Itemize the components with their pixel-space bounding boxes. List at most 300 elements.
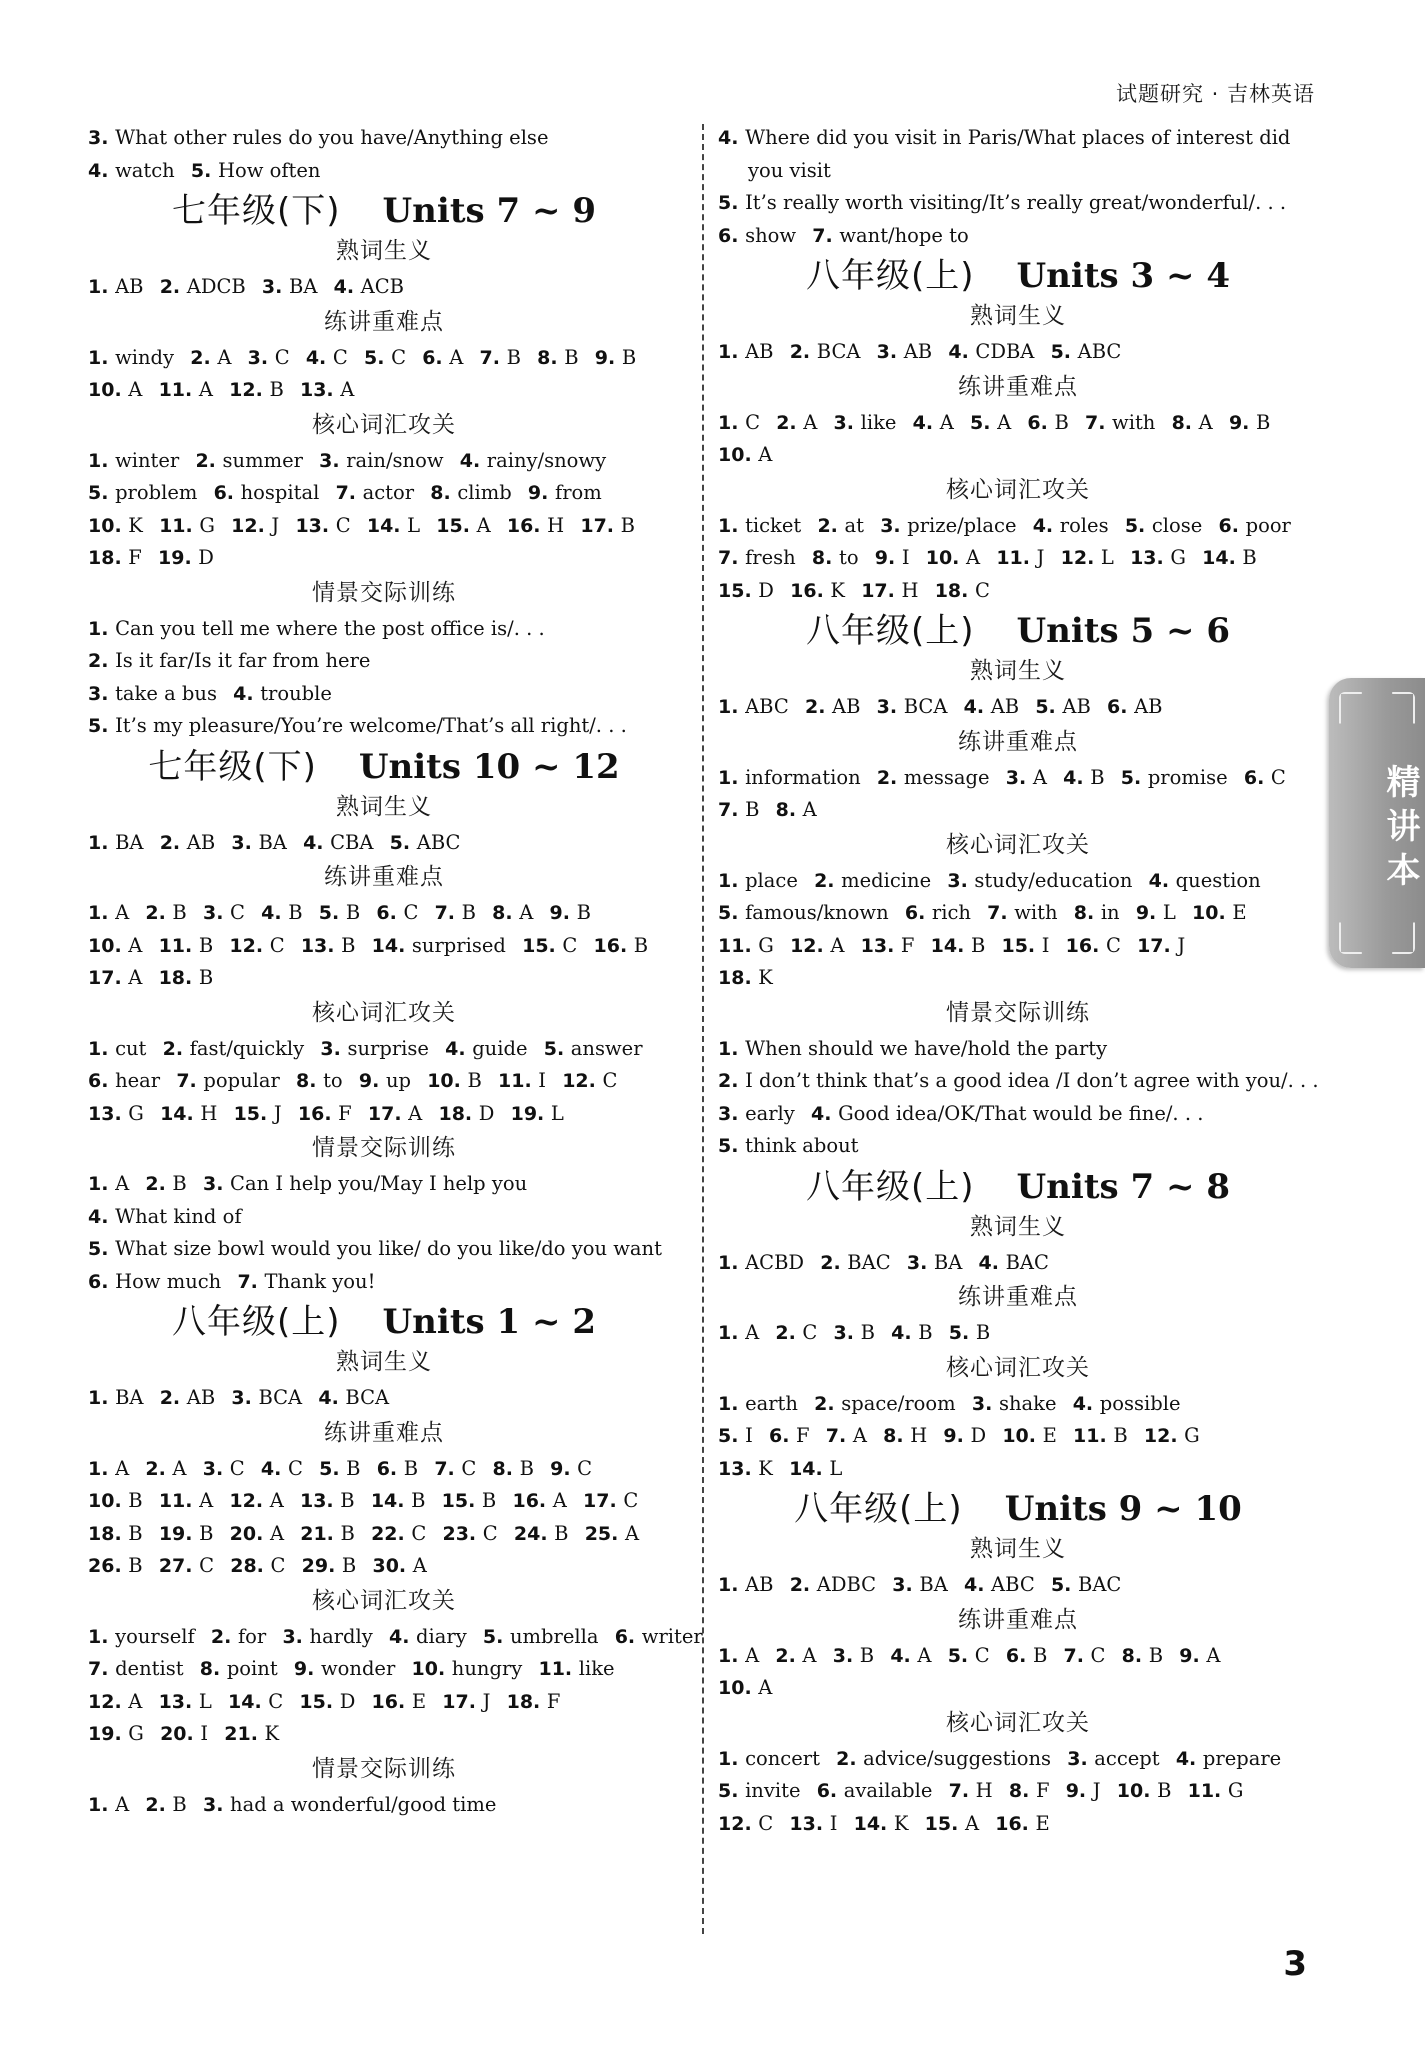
item-number: 3. — [876, 696, 904, 718]
item-answer: G — [128, 1101, 144, 1125]
item-answer: B — [461, 901, 476, 924]
item-number: 8. — [883, 1425, 911, 1447]
item-number: 2. — [776, 411, 804, 434]
item-answer: B — [128, 1489, 143, 1512]
item-number: 6. — [88, 1270, 116, 1293]
section-heading: 熟词生义 — [970, 303, 1066, 329]
item-answer: earth — [745, 1391, 798, 1415]
item-answer: G — [1170, 546, 1186, 569]
item-number: 1. — [88, 902, 116, 924]
answer-line — [88, 122, 680, 155]
item-number: 14. — [789, 1457, 830, 1480]
item-number: 13. — [88, 1102, 129, 1125]
item-answer: yourself — [115, 1624, 195, 1648]
item-number: 5. — [1050, 1574, 1079, 1596]
item-answer: watch — [115, 158, 175, 182]
item-answer: C — [269, 933, 285, 957]
item-number: 13. — [1130, 547, 1171, 569]
item-answer: A — [552, 1489, 567, 1512]
item-answer: B — [172, 1792, 187, 1816]
answer-column-left — [88, 122, 703, 1821]
item-answer: C — [802, 1321, 818, 1344]
item-number: 2. — [159, 831, 187, 854]
item-number: 7. — [434, 902, 462, 924]
item-number: 12. — [88, 1690, 129, 1713]
item-number: 1. — [88, 1625, 116, 1648]
item-answer: A — [758, 443, 773, 466]
answer-line — [718, 1065, 1318, 1098]
item-answer: A — [217, 345, 232, 369]
item-answer: prize/place — [907, 513, 1017, 537]
item-number: 4. — [260, 1457, 288, 1480]
item-answer: question — [1175, 868, 1261, 892]
item-answer: D — [478, 1101, 495, 1125]
item-number: 5. — [970, 411, 998, 434]
item-number: 5. — [190, 159, 218, 182]
item-answer: F — [796, 1424, 810, 1447]
item-number: 12. — [229, 379, 270, 401]
item-answer: windy — [115, 345, 175, 369]
item-answer: B — [172, 1172, 187, 1195]
item-answer: AB — [1134, 695, 1163, 718]
item-answer: I — [200, 1722, 209, 1745]
item-number: 3. — [202, 1173, 231, 1195]
section-heading: 情景交际训练 — [312, 579, 456, 606]
item-answer: C — [199, 1554, 215, 1577]
item-number: 7. — [718, 547, 746, 569]
section-heading: 核心词汇攻关 — [946, 1709, 1090, 1736]
section-heading: 核心词汇攻关 — [312, 999, 456, 1026]
item-number: 2. — [789, 1574, 817, 1596]
section-heading: 练讲重难点 — [958, 1606, 1078, 1633]
item-number: 13. — [718, 1457, 759, 1480]
item-number: 12. — [229, 934, 270, 957]
item-number: 4. — [912, 411, 940, 434]
item-answer: A — [758, 1676, 773, 1699]
item-answer: B — [172, 901, 187, 924]
item-number: 10. — [1002, 1425, 1043, 1447]
item-answer: available — [843, 1779, 933, 1802]
item-number: 16. — [593, 934, 634, 957]
item-answer: from — [554, 481, 602, 504]
item-number: 4. — [88, 1205, 116, 1228]
item-number: 1. — [718, 1251, 746, 1274]
item-number: 2. — [814, 1392, 842, 1415]
item-answer: H — [975, 1779, 993, 1802]
item-answer: hear — [115, 1069, 161, 1092]
item-answer: A — [128, 966, 143, 989]
item-answer: A — [830, 933, 845, 957]
answer-line — [718, 1247, 1318, 1280]
item-answer: A — [939, 410, 954, 434]
item-answer: ACB — [360, 275, 405, 298]
item-answer: BA — [115, 830, 144, 854]
item-answer: B — [481, 1489, 497, 1512]
item-number: 3. — [88, 682, 116, 705]
section-heading: 练讲重难点 — [324, 1419, 444, 1446]
section-heading: 核心词汇攻关 — [946, 1354, 1090, 1381]
item-number: 7. — [987, 902, 1015, 924]
item-answer: C — [335, 513, 351, 537]
item-number: 3. — [320, 1037, 348, 1060]
section-heading: 练讲重难点 — [958, 1284, 1078, 1310]
item-number: 3. — [971, 1392, 999, 1415]
item-number: 26. — [88, 1555, 129, 1577]
item-number: 5. — [364, 346, 392, 369]
item-number: 14. — [853, 1812, 894, 1835]
item-answer: F — [546, 1689, 561, 1713]
item-answer: It’s my pleasure/You’re welcome/That’s all right/. . . — [115, 714, 627, 737]
item-number: 8. — [775, 799, 803, 821]
item-answer: J — [1177, 933, 1186, 957]
item-answer: hospital — [240, 481, 320, 504]
item-number: 7. — [1084, 411, 1113, 434]
item-number: 3. — [202, 1793, 231, 1816]
item-number: 23. — [442, 1522, 483, 1545]
item-answer: B — [620, 513, 635, 537]
item-number: 4. — [1148, 869, 1176, 892]
item-answer: L — [1162, 901, 1176, 924]
answer-line — [718, 187, 1318, 220]
item-answer: B — [621, 345, 637, 369]
item-answer: E — [411, 1689, 427, 1713]
answer-line — [88, 155, 680, 188]
item-answer: AB — [832, 695, 861, 718]
item-number: 14. — [930, 934, 971, 957]
item-answer: prepare — [1202, 1746, 1282, 1770]
item-number: 6. — [422, 346, 450, 369]
item-answer: C — [287, 1456, 303, 1480]
answer-line — [88, 710, 680, 743]
item-number: 5. — [482, 1625, 510, 1648]
grade-label: 七年级(下) — [172, 191, 341, 231]
item-answer: L — [1100, 546, 1114, 569]
item-number: 19. — [88, 1723, 129, 1745]
item-answer: C — [270, 1554, 286, 1577]
answer-line — [718, 962, 1318, 995]
item-answer: K — [758, 966, 773, 989]
item-number: 3. — [832, 1644, 860, 1667]
item-answer: G — [199, 513, 215, 537]
item-answer: C — [411, 1521, 427, 1545]
item-number: 12. — [718, 1812, 759, 1835]
item-answer: J — [1036, 546, 1045, 569]
item-answer: B — [341, 933, 356, 957]
answer-line — [718, 865, 1318, 898]
unit-title — [718, 1165, 1318, 1209]
item-number: 7. — [88, 1658, 116, 1680]
item-answer: C — [391, 345, 406, 369]
item-number: 2. — [162, 1037, 190, 1060]
item-number: 6. — [1107, 696, 1135, 718]
item-number: 12. — [1060, 547, 1101, 569]
item-answer: AB — [745, 1573, 774, 1596]
units-label: Units 10 ~ 12 — [358, 746, 620, 787]
item-answer: H — [200, 1101, 218, 1125]
section-heading: 熟词生义 — [970, 658, 1066, 684]
item-answer: medicine — [841, 868, 932, 892]
item-answer: close — [1151, 513, 1203, 537]
answer-line — [88, 1789, 680, 1822]
item-answer: concert — [745, 1746, 820, 1770]
item-number: 17. — [861, 579, 902, 602]
unit-title — [718, 609, 1318, 653]
item-number: 14. — [160, 1102, 201, 1125]
item-number: 16. — [1065, 934, 1106, 957]
item-number: 5. — [1035, 696, 1063, 718]
item-number: 5. — [1124, 514, 1152, 537]
item-number: 7. — [1063, 1644, 1091, 1667]
answer-line — [88, 445, 680, 478]
answer-line — [718, 1672, 1318, 1705]
item-answer: B — [860, 1321, 875, 1344]
item-answer: B — [859, 1643, 875, 1667]
answer-line — [718, 930, 1318, 963]
item-number: 14. — [228, 1690, 269, 1713]
item-number: 5. — [318, 902, 346, 924]
item-number: 5. — [88, 482, 116, 504]
item-number: 18. — [88, 547, 129, 569]
item-answer: K — [758, 1456, 773, 1480]
item-number: 1. — [718, 696, 746, 718]
item-number: 3. — [247, 346, 275, 369]
item-answer: ABC — [745, 695, 789, 718]
item-answer: B — [467, 1069, 482, 1092]
item-number: 1. — [718, 869, 746, 892]
item-answer: A — [128, 933, 143, 957]
item-answer: B — [564, 345, 579, 369]
item-answer: C — [229, 1456, 245, 1480]
units-label: Units 9 ~ 10 — [1004, 1489, 1242, 1529]
item-answer: A — [802, 798, 817, 821]
item-number: 18. — [158, 967, 199, 989]
item-number: 6. — [904, 902, 932, 924]
item-answer: BAC — [1078, 1573, 1122, 1596]
unit-title — [88, 745, 680, 789]
answer-line — [718, 794, 1318, 827]
item-number: 1. — [88, 449, 116, 472]
item-answer: J — [273, 1101, 282, 1125]
item-number: 10. — [1192, 902, 1233, 924]
item-number: 19. — [510, 1102, 551, 1125]
answer-line — [88, 1033, 680, 1066]
item-number: 3. — [282, 1625, 310, 1648]
item-number: 4. — [305, 346, 333, 369]
item-number: 9. — [549, 902, 577, 924]
item-answer: in — [1100, 901, 1120, 924]
answer-line — [718, 439, 1318, 472]
item-answer: answer — [570, 1036, 643, 1060]
item-answer: to — [323, 1069, 343, 1092]
answer-line — [88, 678, 680, 711]
item-answer: B — [341, 1554, 357, 1577]
item-number: 13. — [860, 934, 901, 957]
item-number: 16. — [371, 1690, 412, 1713]
item-number: 7. — [718, 799, 746, 821]
item-answer: K — [128, 513, 143, 537]
item-answer: B — [633, 933, 649, 957]
item-answer: B — [554, 1521, 569, 1545]
item-number: 2. — [775, 1644, 803, 1667]
item-number: 29. — [301, 1555, 342, 1577]
item-number: 2. — [718, 1070, 746, 1092]
answer-line — [88, 1201, 680, 1234]
item-answer: A — [115, 901, 130, 924]
item-number: 2. — [820, 1251, 848, 1274]
answer-line — [88, 1098, 680, 1131]
item-answer: G — [128, 1722, 144, 1745]
item-number: 4. — [1175, 1747, 1203, 1770]
answer-line — [88, 1266, 680, 1299]
answer-line — [718, 510, 1318, 543]
item-number: 3. — [892, 1574, 920, 1596]
item-number: 9. — [293, 1658, 321, 1680]
item-number: 8. — [430, 482, 458, 504]
item-number: 13. — [299, 1490, 341, 1512]
item-answer: had a wonderful/good time — [230, 1792, 497, 1816]
item-answer: K — [893, 1811, 909, 1835]
item-number: 5. — [543, 1037, 571, 1060]
item-number: 15. — [299, 1690, 340, 1713]
answer-line — [88, 1233, 680, 1266]
item-answer: C — [577, 1456, 593, 1480]
item-answer: surprised — [411, 933, 506, 957]
answer-line — [88, 1550, 680, 1583]
item-answer: trouble — [260, 681, 332, 705]
item-answer: C — [268, 1689, 284, 1713]
item-number: 1. — [718, 766, 746, 789]
item-answer: summer — [222, 448, 303, 472]
item-number: 7. — [948, 1780, 976, 1802]
item-answer: C — [602, 1069, 618, 1092]
item-number: 30. — [372, 1555, 413, 1577]
item-answer: C — [332, 345, 348, 369]
item-answer: B — [198, 933, 214, 957]
item-answer: place — [745, 868, 798, 892]
item-number: 12. — [1143, 1425, 1185, 1447]
item-number: 15. — [1001, 934, 1042, 957]
answer-line — [718, 407, 1318, 440]
answer-line — [718, 122, 1318, 155]
item-number: 1. — [88, 346, 116, 369]
item-number: 1. — [88, 1457, 116, 1480]
item-number: 20. — [160, 1723, 201, 1745]
item-number: 7. — [479, 346, 507, 369]
answer-line — [718, 1388, 1318, 1421]
item-number: 7. — [434, 1457, 462, 1480]
item-number: 4. — [261, 902, 289, 924]
item-number: 4. — [963, 1574, 992, 1596]
item-number: 5. — [389, 831, 417, 854]
item-answer: roles — [1059, 513, 1109, 537]
answer-line — [88, 962, 680, 995]
item-number: 3. — [231, 831, 259, 854]
item-number: 5. — [319, 1457, 347, 1480]
item-answer: I — [1041, 933, 1050, 957]
item-number: 2. — [804, 696, 833, 718]
item-number: 3. — [1067, 1747, 1095, 1770]
item-answer: climb — [457, 481, 512, 504]
item-number: 8. — [1171, 411, 1199, 434]
answer-line — [718, 1569, 1318, 1602]
item-number: 6. — [768, 1425, 797, 1447]
item-answer: C — [758, 1811, 774, 1835]
answer-line — [718, 1098, 1318, 1131]
item-answer: BCA — [345, 1386, 390, 1409]
item-number: 5. — [718, 192, 746, 214]
answer-line — [718, 1775, 1318, 1808]
item-answer: A — [172, 1456, 187, 1480]
item-number: 2. — [817, 514, 845, 537]
item-number: 2. — [195, 449, 223, 472]
item-answer: F — [1035, 1779, 1050, 1802]
section-heading: 核心词汇攻关 — [312, 1587, 456, 1614]
item-answer: C — [461, 1456, 477, 1480]
units-label: Units 1 ~ 2 — [382, 1302, 596, 1342]
item-answer: B — [975, 1321, 991, 1344]
item-number: 2. — [876, 766, 904, 789]
item-number: 4. — [963, 696, 991, 718]
item-number: 5. — [88, 715, 116, 737]
item-number: 6. — [88, 1070, 116, 1092]
item-number: 1. — [718, 514, 746, 537]
answer-line — [718, 155, 1318, 188]
item-number: 16. — [995, 1812, 1036, 1835]
item-answer: advice/suggestions — [863, 1746, 1052, 1770]
item-number: 9. — [1228, 411, 1256, 434]
item-answer: AB — [745, 340, 774, 363]
item-number: 10. — [718, 1677, 759, 1699]
item-answer: poor — [1245, 513, 1291, 537]
answer-line — [88, 1718, 680, 1751]
item-number: 21. — [300, 1522, 341, 1545]
item-answer: A — [115, 1792, 130, 1816]
item-answer: ADBC — [816, 1573, 877, 1596]
answer-line — [88, 1621, 703, 1654]
grade-label: 八年级(上) — [794, 1489, 963, 1529]
item-number: 16. — [506, 514, 548, 537]
item-answer: wonder — [320, 1657, 396, 1680]
item-number: 2. — [210, 1625, 238, 1648]
item-number: 28. — [230, 1555, 271, 1577]
item-number: 10. — [88, 1490, 129, 1512]
item-number: 8. — [199, 1658, 227, 1680]
answer-line — [88, 1065, 680, 1098]
item-answer: Thank you! — [264, 1269, 376, 1293]
grade-label: 八年级(上) — [806, 1166, 975, 1207]
item-answer: A — [476, 513, 491, 537]
item-number: 10. — [88, 379, 129, 401]
item-answer: possible — [1099, 1391, 1181, 1415]
item-answer: A — [624, 1521, 640, 1545]
item-answer: K — [830, 578, 845, 602]
item-number: 4. — [333, 276, 361, 298]
item-answer: G — [1227, 1779, 1244, 1802]
item-number: 4. — [1032, 514, 1060, 537]
item-number: 8. — [492, 1457, 520, 1480]
item-answer: Is it far/Is it far from here — [115, 649, 371, 672]
answer-line — [718, 1420, 1318, 1453]
item-answer: actor — [362, 481, 415, 504]
item-number: 4. — [303, 831, 331, 854]
item-answer: guide — [472, 1036, 528, 1060]
item-number: 20. — [229, 1522, 270, 1545]
answer-line — [718, 1130, 1318, 1163]
section-heading: 熟词生义 — [336, 793, 432, 820]
item-number: 3. — [319, 449, 347, 472]
item-answer: BA — [288, 275, 318, 298]
item-answer: winter — [115, 448, 180, 472]
